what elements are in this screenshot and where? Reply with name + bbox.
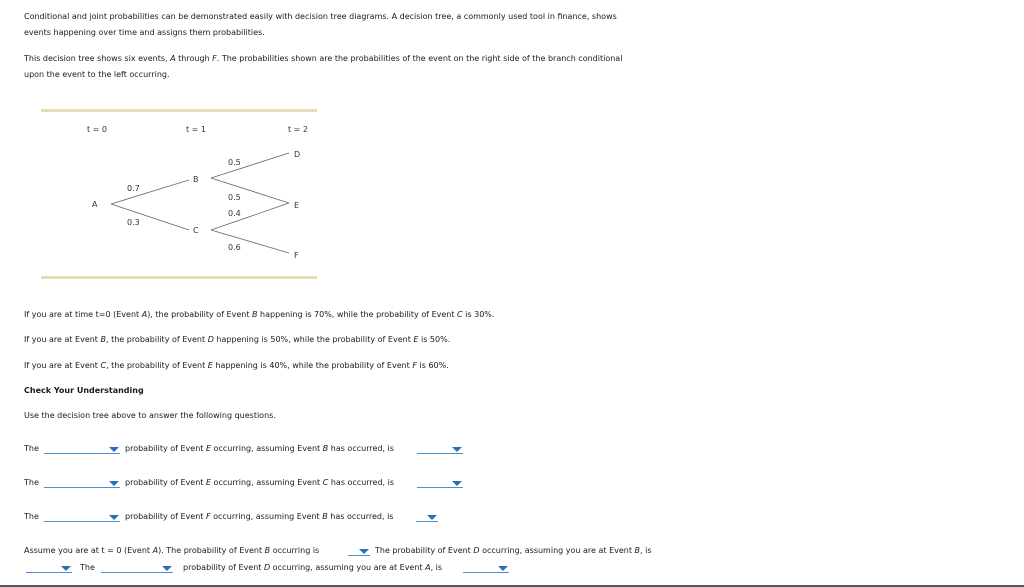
chevron-down-icon — [427, 515, 437, 520]
check-heading: Check Your Understanding — [24, 386, 144, 395]
chevron-down-icon — [61, 566, 71, 571]
branch-c-f — [211, 230, 289, 253]
q4-answer-dropdown[interactable] — [463, 563, 509, 573]
chevron-down-icon — [109, 481, 119, 486]
question-4-line-1 — [24, 546, 1024, 560]
q2-prefix: The — [24, 478, 39, 487]
q2-answer-dropdown[interactable] — [417, 478, 463, 488]
tree-branches — [111, 153, 289, 253]
q4-d-given-a-text: probability of Event D occurring, assuming you are at Event A, is — [183, 563, 443, 572]
explanation-3: If you are at Event C, the probability of Event E happening is 40%, while the probability of Event F is 60%. — [24, 361, 449, 370]
figure-bottom-rule — [41, 276, 317, 279]
q4-assume-text: Assume you are at t = 0 (Event A). The probability of Event B occurring is — [24, 546, 320, 555]
node-a: A — [92, 200, 98, 209]
chevron-down-icon — [359, 549, 369, 554]
q4-d-given-b-text: The probability of Event D occurring, assuming you are at Event B, is — [375, 546, 652, 555]
question-4-line-2 — [24, 563, 1024, 577]
q1-prefix: The — [24, 444, 39, 453]
prob-b-d: 0.5 — [228, 158, 241, 167]
q3-answer-dropdown[interactable] — [416, 512, 438, 522]
explanation-1: If you are at time t=0 (Event A), the probability of Event B happening is 70%, while the probability of Event C is 30%. — [24, 310, 495, 319]
intro-line-4: upon the event to the left occurring. — [24, 70, 170, 79]
check-instruction: Use the decision tree above to answer the following questions. — [24, 411, 276, 420]
chevron-down-icon — [452, 481, 462, 486]
explanation-2: If you are at Event B, the probability of Event D happening is 50%, while the probability of Event E is 50%. — [24, 335, 451, 344]
intro-line-1: Conditional and joint probabilities can be demonstrated easily with decision tree diagrams. A decision tree, a commonly used tool in finance, shows — [24, 12, 617, 21]
chevron-down-icon — [498, 566, 508, 571]
node-f: F — [294, 251, 299, 260]
q4-prefix: The — [80, 563, 95, 572]
q3-term-dropdown[interactable] — [44, 512, 120, 522]
prob-b-e: 0.5 — [228, 193, 241, 202]
time-label-t2: t = 2 — [288, 125, 309, 134]
prob-a-c: 0.3 — [127, 218, 140, 227]
prob-c-f: 0.6 — [228, 243, 241, 252]
chevron-down-icon — [109, 515, 119, 520]
decision-tree-diagram — [41, 112, 317, 278]
time-label-t1: t = 1 — [186, 125, 207, 134]
q1-term-dropdown[interactable] — [44, 444, 120, 454]
node-c: C — [193, 226, 199, 235]
chevron-down-icon — [162, 566, 172, 571]
q2-term-dropdown[interactable] — [44, 478, 120, 488]
chevron-down-icon — [452, 447, 462, 452]
q4-d-given-b-dropdown[interactable] — [26, 563, 72, 573]
intro-line-2: events happening over time and assigns them probabilities. — [24, 28, 265, 37]
chevron-down-icon — [109, 447, 119, 452]
node-d: D — [294, 150, 301, 159]
branch-b-d — [211, 153, 289, 178]
node-e: E — [294, 201, 300, 210]
branch-b-e — [211, 178, 289, 203]
q3-text: probability of Event F occurring, assuming Event B has occurred, is — [125, 512, 394, 521]
branch-a-c — [111, 204, 189, 230]
branch-a-b — [111, 180, 189, 204]
q2-text: probability of Event E occurring, assuming Event C has occurred, is — [125, 478, 395, 487]
q1-answer-dropdown[interactable] — [417, 444, 463, 454]
node-b: B — [193, 175, 199, 184]
q4-b-probability-dropdown[interactable] — [348, 546, 370, 556]
q4-term-dropdown[interactable] — [101, 563, 173, 573]
time-label-t0: t = 0 — [87, 125, 108, 134]
branch-c-e — [211, 203, 289, 230]
prob-a-b: 0.7 — [127, 184, 140, 193]
q3-prefix: The — [24, 512, 39, 521]
intro-line-3: This decision tree shows six events, A through F. The probabilities shown are the probabilities of the event on the right side of the branch conditional — [24, 54, 623, 63]
q1-text: probability of Event E occurring, assuming Event B has occurred, is — [125, 444, 394, 453]
prob-c-e: 0.4 — [228, 209, 241, 218]
